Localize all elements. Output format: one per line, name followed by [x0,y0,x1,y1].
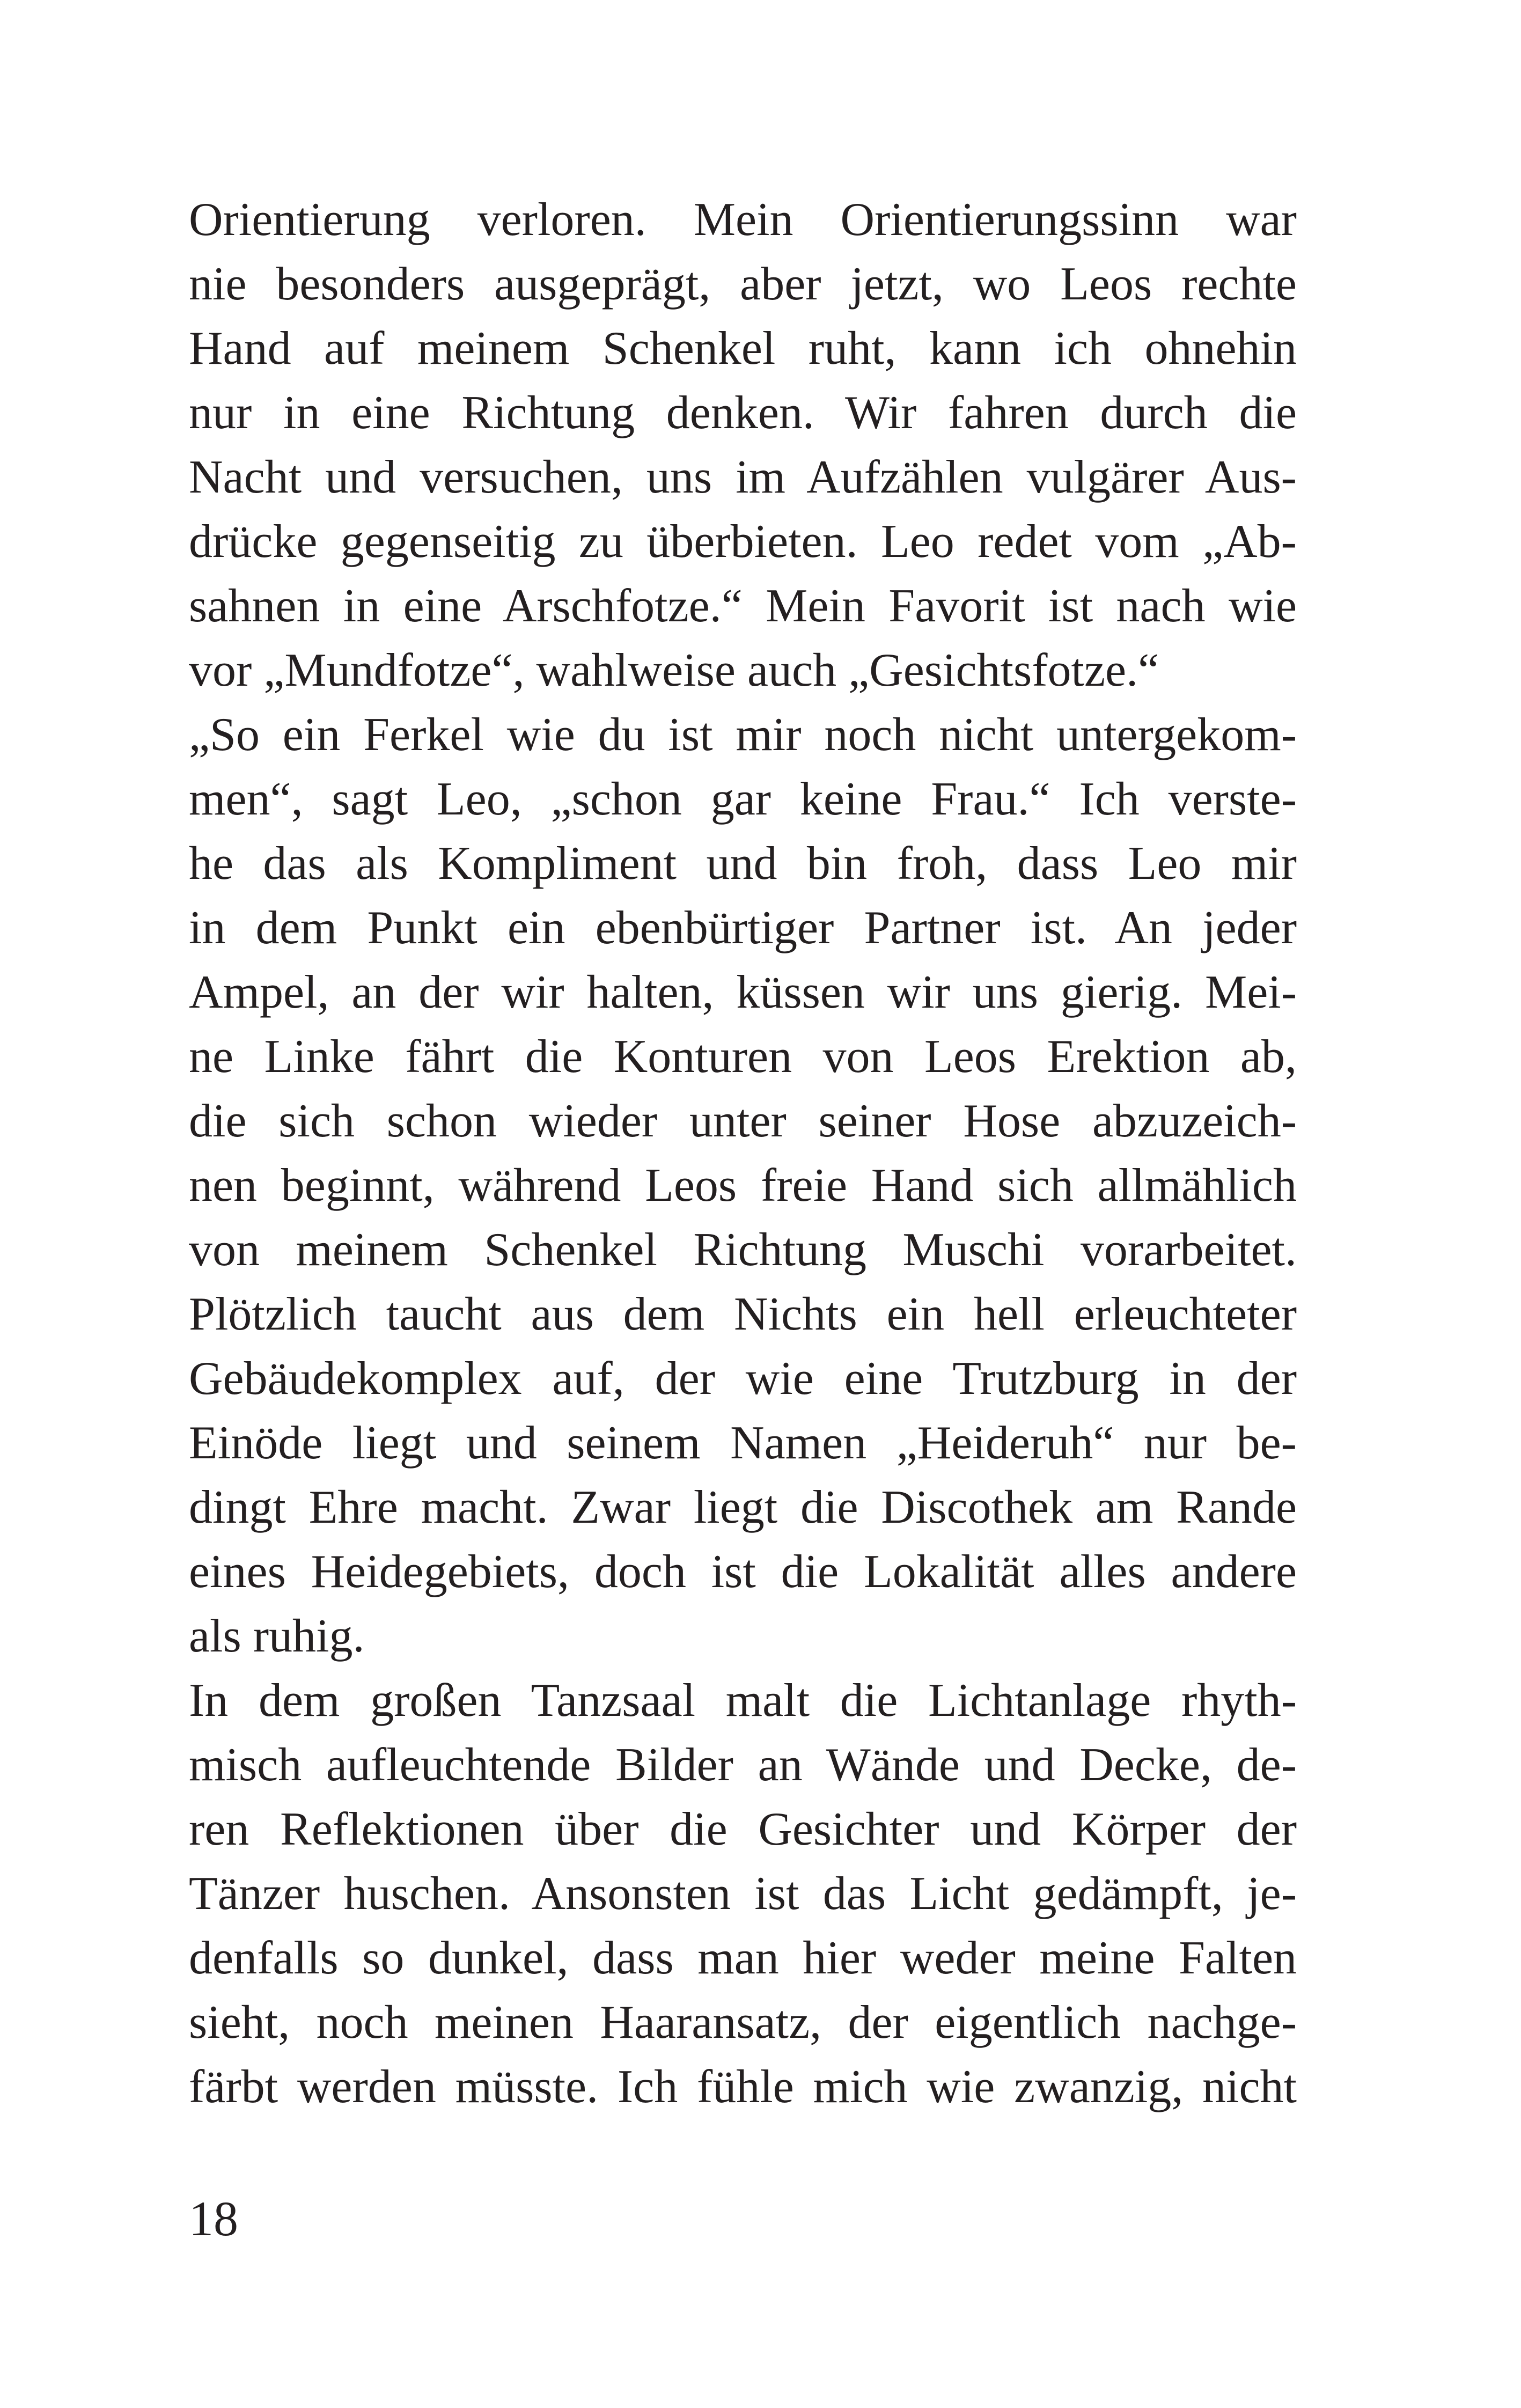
text-line: die sich schon wieder unter seiner Hose abzuzeich- [189,1095,1297,1147]
text-line: sieht, noch meinen Haaransatz, der eigentlich nachge- [189,1996,1297,2049]
text-line: he das als Kompliment und bin froh, dass Leo mir [189,838,1297,890]
text-line: denfalls so dunkel, dass man hier weder meine Falten [189,1932,1297,1984]
text-line: „So ein Ferkel wie du ist mir noch nicht untergekom- [189,709,1297,761]
text-line: Ampel, an der wir halten, küssen wir uns gierig. Mei- [189,966,1297,1018]
text-line: eines Heidegebiets, doch ist die Lokalität alles andere [189,1546,1297,1598]
text-line: Nacht und versuchen, uns im Aufzählen vulgärer Aus- [189,451,1297,503]
text-line: färbt werden müsste. Ich fühle mich wie zwanzig, nicht [189,2061,1297,2113]
text-line: ren Reflektionen über die Gesichter und Körper der [189,1803,1297,1855]
text-line: dingt Ehre macht. Zwar liegt die Discothek am Rande [189,1481,1297,1533]
text-line: Plötzlich taucht aus dem Nichts ein hell erleuchteter [189,1288,1297,1340]
body-text [189,188,1297,2119]
text-line: nie besonders ausgeprägt, aber jetzt, wo Leos rechte [189,258,1297,310]
text-line: Gebäudekomplex auf, der wie eine Trutzburg in der [189,1353,1297,1405]
text-line: ne Linke fährt die Konturen von Leos Erektion ab, [189,1031,1297,1083]
text-line: men“, sagt Leo, „schon gar keine Frau.“ Ich verste- [189,773,1297,825]
text-line: In dem großen Tanzsaal malt die Lichtanlage rhyth- [189,1675,1297,1727]
text-line: Einöde liegt und seinem Namen „Heideruh“ nur be- [189,1417,1297,1469]
text-line: vor „Mundfotze“, wahlweise auch „Gesichtsfotze.“ [189,644,1159,696]
text-line: Tänzer huschen. Ansonsten ist das Licht gedämpft, je- [189,1868,1297,1920]
text-line: nen beginnt, während Leos freie Hand sich allmählich [189,1159,1297,1212]
text-line: in dem Punkt ein ebenbürtiger Partner ist. An jeder [189,902,1297,954]
text-line: misch aufleuchtende Bilder an Wände und Decke, de- [189,1739,1297,1791]
text-line: von meinem Schenkel Richtung Muschi vorarbeitet. [189,1224,1297,1276]
page-number: 18 [189,2191,238,2246]
text-line: Orientierung verloren. Mein Orientierungssinn war [189,194,1297,246]
text-line: nur in eine Richtung denken. Wir fahren durch die [189,387,1297,439]
text-line: Hand auf meinem Schenkel ruht, kann ich ohnehin [189,322,1297,375]
text-line: als ruhig. [189,1610,365,1662]
text-line: drücke gegenseitig zu überbieten. Leo redet vom „Ab- [189,516,1297,568]
text-line: sahnen in eine Arschfotze.“ Mein Favorit ist nach wie [189,580,1297,632]
